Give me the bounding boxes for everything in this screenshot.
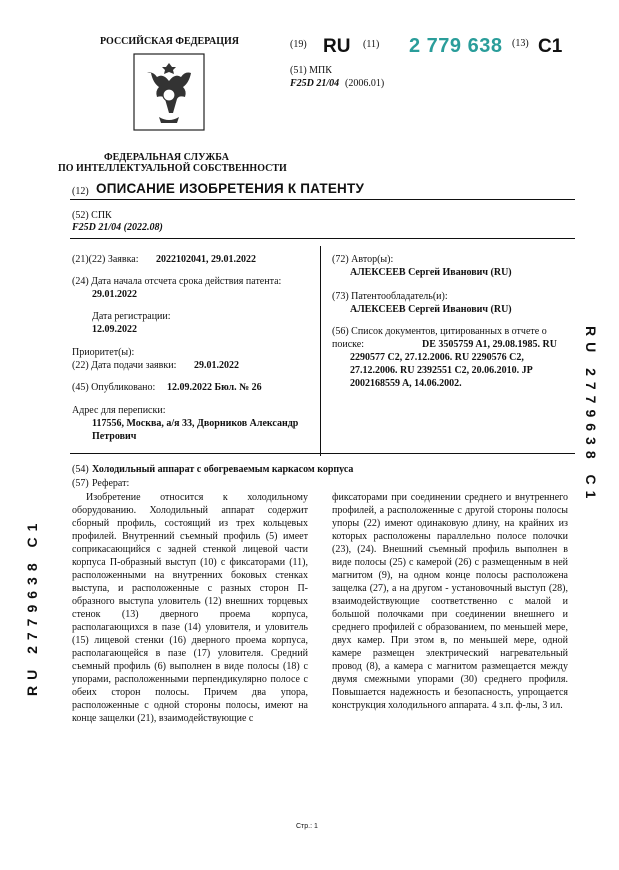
- filing-label: (22) Дата подачи заявки:: [72, 360, 177, 371]
- cpc-rule: [70, 238, 575, 239]
- address-label: Адрес для переписки:: [72, 405, 166, 416]
- title-code: (12): [72, 186, 89, 197]
- registration-value: 12.09.2022: [92, 324, 137, 335]
- coat-of-arms-emblem: [133, 53, 205, 131]
- owner-value: АЛЕКСЕЕВ Сергей Иванович (RU): [350, 304, 512, 315]
- code-11: (11): [363, 39, 380, 50]
- ipc-code: F25D 21/04: [290, 78, 340, 89]
- application-value: 2022102041, 29.01.2022: [156, 254, 256, 265]
- column-divider: [320, 246, 321, 456]
- title-rule: [70, 199, 575, 200]
- agency-line-2: ПО ИНТЕЛЛЕКТУАЛЬНОЙ СОБСТВЕННОСТИ: [58, 163, 287, 174]
- author-label: (72) Автор(ы):: [332, 254, 394, 265]
- country-code-ru: RU: [323, 36, 351, 57]
- ipc-label: (51) МПК: [290, 65, 332, 76]
- abstract-text-2: фиксаторами при соединении среднего и внутреннего профилей, а расположенные с другой стороны полосы упоры (22) имеют одинаковую длину, на крайних из которых расположены параллельно полосе полочки (23), (24). Внешний съемный профиль выполнен в виде полосы (25) с камерой (26) с размещенным в ней магнитом (9), на одном конце полосы расположена защелка (27), а на другом - установочный выступ (28), взаимодействующие соответственно с малой и большой полочками при соединении внешнего и среднего профилей с образованием, по меньшей мере, двух камер. При этом в, по меньшей мере, одной камере размещен электрический нагревательный провод (8), а камера с магнитом размещается между двумя смежными упорами (30) среднего профиля. Повышается надежность и безопасность, упрощается конструкция холодильного аппарата. 4 з.п. ф-лы, 3 ил.: [332, 492, 568, 711]
- term-value: 29.01.2022: [92, 289, 137, 300]
- cpc-code: F25D 21/04 (2022.08): [72, 222, 163, 233]
- published-label: (45) Опубликовано:: [72, 382, 156, 393]
- agency-line-1: ФЕДЕРАЛЬНАЯ СЛУЖБА: [104, 152, 229, 163]
- ipc-year: (2006.01): [345, 78, 385, 89]
- side-label-left: RU 2779638 C1: [24, 517, 40, 696]
- cited-docs-value: DE 3505759 A1, 29.08.1985. RU 2290577 C2, 27.12.2006. RU 2290576 C2, 27.12.2006. RU 2392551 C2, 20.06.2010. JP 2002168559 A, 14.06.2002.: [350, 339, 558, 389]
- side-label-right: RU 2779638 C1: [583, 326, 599, 505]
- invention-code: (54): [72, 464, 89, 475]
- country-name: РОССИЙСКАЯ ФЕДЕРАЦИЯ: [100, 36, 240, 47]
- cited-docs-label: (56) Список документов, цитированных в отчете о поиске:: [332, 326, 547, 350]
- application-label: (21)(22) Заявка:: [72, 254, 139, 265]
- patent-number: 2 779 638: [409, 35, 503, 57]
- cpc-label: (52) СПК: [72, 210, 112, 221]
- page-number: Стр.: 1: [296, 823, 318, 830]
- registration-label: Дата регистрации:: [92, 311, 171, 322]
- code-19: (19): [290, 39, 307, 50]
- abstract-text-1: Изобретение относится к холодильному оборудованию. Холодильный аппарат содержит сборный профиль, состоящий из трех кольцевых профилей. Внутренний съемный профиль (5) имеет соприкасающийся с задней стенкой лицевой части корпуса П-образный выступ (10) с фиксаторами (11), расположенными на внутренних боковых стенках выступа, и расположенные с разных сторон П-образного выступа уловитель (12) внешних торцевых стенок (13) дверного проема корпуса, располагающихся в пазе (14) уловителя, и уловитель (15) лицевой стенки (16) дверного проема корпуса, располагающейся в пазе (17) уловителя. Средний съемный профиль (6) выполнен в виде полосы (18) с упорами, расположенными перпендикулярно полосе с обеих сторон полосы. Причем два упора, расположенные с одной стороны полосы, имеют на конце защелки (21), взаимодействующие с: [72, 492, 308, 724]
- author-value: АЛЕКСЕЕВ Сергей Иванович (RU): [350, 267, 512, 278]
- abstract-label: Реферат:: [92, 478, 130, 489]
- term-label: (24) Дата начала отсчета срока действия патента:: [72, 276, 282, 287]
- published-value: 12.09.2022 Бюл. № 26: [167, 382, 262, 393]
- abstract-column-1: [72, 491, 308, 725]
- owner-label: (73) Патентообладатель(и):: [332, 291, 448, 302]
- priority-label: Приоритет(ы):: [72, 347, 135, 358]
- code-13: (13): [512, 38, 529, 49]
- invention-name: Холодильный аппарат с обогреваемым каркасом корпуса: [92, 464, 354, 475]
- abstract-column-2: [332, 491, 568, 712]
- filing-value: 29.01.2022: [194, 360, 239, 371]
- document-title: ОПИСАНИЕ ИЗОБРЕТЕНИЯ К ПАТЕНТУ: [96, 181, 365, 196]
- address-value: 117556, Москва, а/я 33, Дворников Александр Петрович: [92, 418, 299, 442]
- info-bottom-rule: [70, 453, 575, 454]
- abstract-code: (57): [72, 478, 89, 489]
- kind-code: C1: [538, 36, 563, 57]
